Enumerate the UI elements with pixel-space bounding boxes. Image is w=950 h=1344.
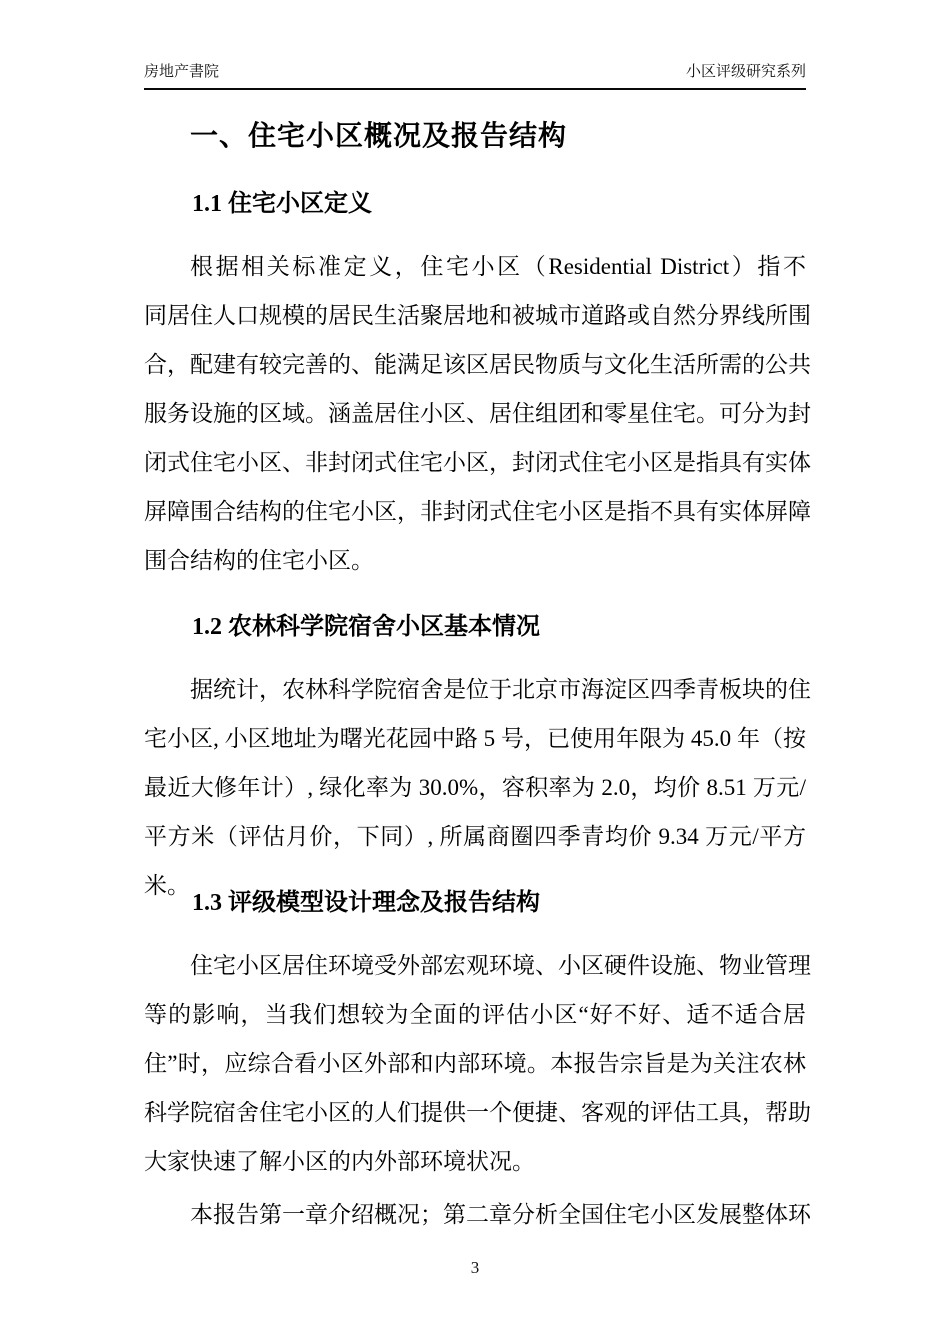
section-1-3 [144, 887, 811, 1239]
header-right-text: 小区评级研究系列 [685, 63, 806, 80]
text-line: 合，配建有较完善的、能满足该区居民物质与文化生活所需的公共 [144, 352, 811, 377]
text-line: 服务设施的区域。涵盖居住小区、居住组团和零星住宅。可分为封 [144, 401, 811, 426]
page-header [144, 62, 806, 82]
section-1-1 [144, 188, 811, 585]
text-line: 宅小区, 小区地址为曙光花园中路 5 号，已使用年限为 45.0 年（按 [144, 726, 806, 751]
paragraph [144, 665, 811, 898]
header-rule [144, 88, 806, 90]
section-heading: 1.3 评级模型设计理念及报告结构 [192, 890, 540, 916]
section-heading: 1.1 住宅小区定义 [192, 191, 372, 217]
paragraph [144, 242, 811, 585]
text-line: 住”时，应综合看小区外部和内部环境。本报告宗旨是为关注农林 [144, 1051, 806, 1076]
text-line: 根据相关标准定义，住宅小区（Residential District）指不 [190, 254, 806, 279]
page-number: 3 [470, 1258, 480, 1277]
paragraph [144, 1190, 811, 1239]
text-line: 本报告第一章介绍概况；第二章分析全国住宅小区发展整体环 [190, 1202, 811, 1227]
page-title: 一、住宅小区概况及报告结构 [190, 121, 568, 152]
text-line: 等的影响，当我们想较为全面的评估小区“好不好、适不适合居 [144, 1002, 806, 1027]
text-line: 围合结构的住宅小区。 [144, 548, 374, 573]
paragraph [144, 941, 811, 1186]
text-line: 据统计，农林科学院宿舍是位于北京市海淀区四季青板块的住 [190, 677, 811, 702]
text-line: 大家快速了解小区的内外部环境状况。 [144, 1149, 535, 1174]
text-line: 科学院宿舍住宅小区的人们提供一个便捷、客观的评估工具，帮助 [144, 1100, 811, 1125]
text-line: 同居住人口规模的居民生活聚居地和被城市道路或自然分界线所围 [144, 303, 811, 328]
text-line: 平方米（评估月价，下同）, 所属商圈四季青均价 9.34 万元/平方米。 [144, 824, 806, 898]
header-left-text: 房地产書院 [144, 63, 220, 80]
text-line: 闭式住宅小区、非封闭式住宅小区，封闭式住宅小区是指具有实体 [144, 450, 811, 475]
document-content [144, 112, 811, 1239]
page-footer [0, 1256, 950, 1280]
section-heading: 1.2 农林科学院宿舍小区基本情况 [192, 614, 540, 640]
text-line: 屏障围合结构的住宅小区，非封闭式住宅小区是指不具有实体屏障 [144, 499, 811, 524]
section-1-2 [144, 611, 811, 898]
text-line: 最近大修年计）, 绿化率为 30.0%，容积率为 2.0，均价 8.51 万元/ [144, 775, 806, 800]
text-line: 住宅小区居住环境受外部宏观环境、小区硬件设施、物业管理 [190, 953, 811, 978]
